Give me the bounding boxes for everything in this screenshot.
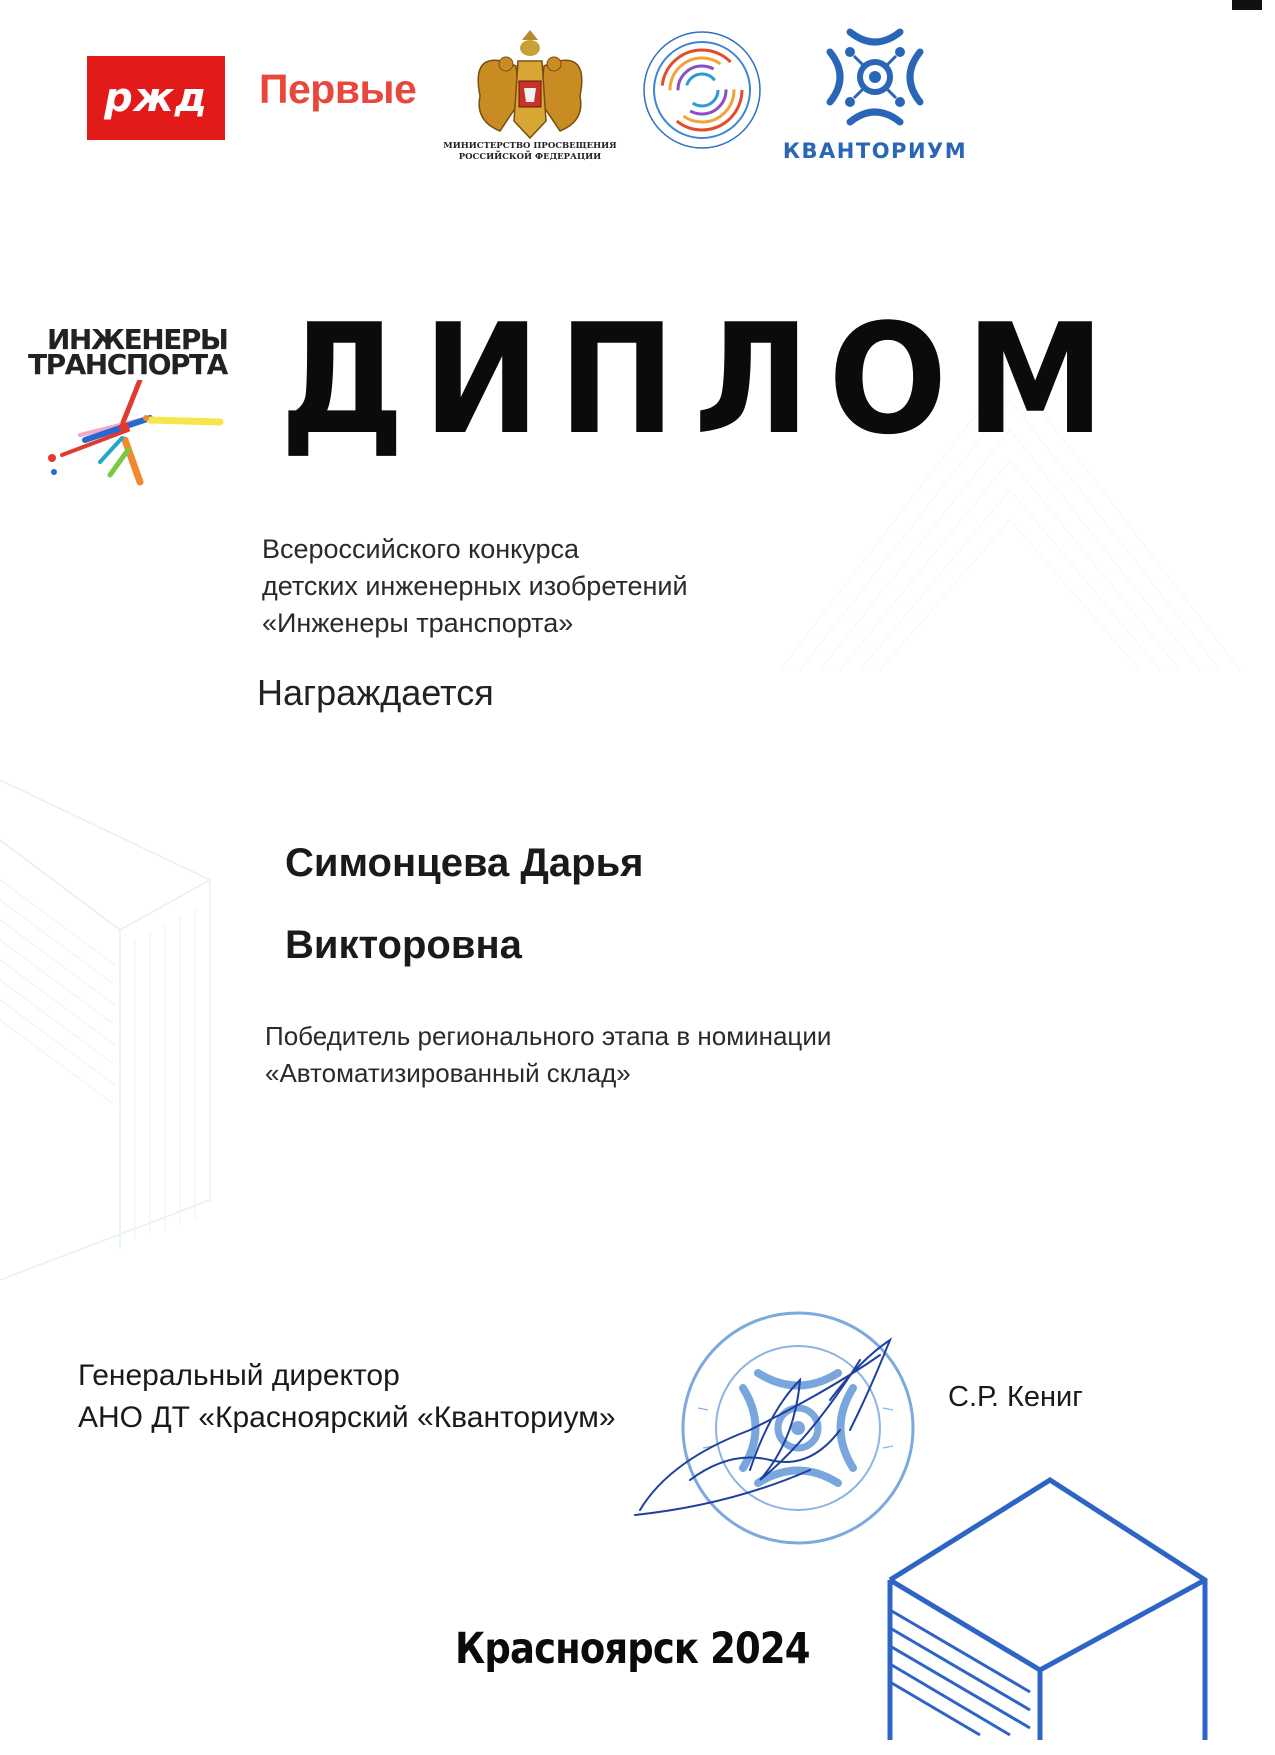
ministry-caption-line1: МИНИСТЕРСТВО ПРОСВЕЩЕНИЯ: [443, 141, 617, 151]
recipient-name-line1: Симонцева Дарья: [285, 841, 644, 885]
handwritten-signature: [630, 1320, 950, 1530]
corner-mark: [1232, 0, 1262, 10]
diploma-title: ДИПЛОМ: [280, 291, 1124, 468]
pervye-logo: Первые: [259, 66, 417, 112]
director-line-2: АНО ДТ «Красноярский «Кванториум»: [78, 1401, 616, 1434]
competition-line-2: детских инженерных изобретений: [262, 571, 688, 601]
ministry-caption-line2: РОССИЙСКОЙ ФЕДЕРАЦИИ: [458, 152, 602, 162]
engineers-logo-line1: ИНЖЕНЕРЫ: [47, 323, 228, 356]
competition-description: [262, 531, 688, 642]
network-gear-icon: [820, 22, 930, 132]
award-label: Награждается: [257, 672, 494, 713]
background-cube-left: [0, 780, 240, 1280]
signer-name: С.Р. Кениг: [948, 1381, 1083, 1413]
competition-line-1: Всероссийского конкурса: [262, 534, 580, 564]
spiral-ring-icon: [640, 28, 765, 153]
director-line-1: Генеральный директор: [78, 1359, 400, 1392]
achievement-line-1: Победитель регионального этапа в номинации: [265, 1021, 832, 1051]
engineers-of-transport-logo: [28, 323, 268, 381]
recipient-name: [285, 822, 644, 986]
competition-line-3: «Инженеры транспорта»: [262, 608, 574, 638]
recipient-name-line2: Викторовна: [285, 923, 522, 967]
rzd-logo: [87, 56, 225, 140]
city-year-footer: Красноярск 2024: [455, 1624, 810, 1674]
achievement-line-2: «Автоматизированный склад»: [265, 1058, 631, 1088]
achievement-text: [265, 1018, 831, 1092]
rzd-logo-text: ржд: [104, 75, 208, 121]
ministry-caption: [440, 141, 620, 163]
director-title: [78, 1355, 616, 1439]
engineers-of-transport-mark: [40, 380, 240, 490]
engineers-logo-line2: ТРАНСПОРТА: [28, 348, 227, 381]
kvantorium-logo-text: КВАНТОРИУМ: [782, 139, 968, 163]
